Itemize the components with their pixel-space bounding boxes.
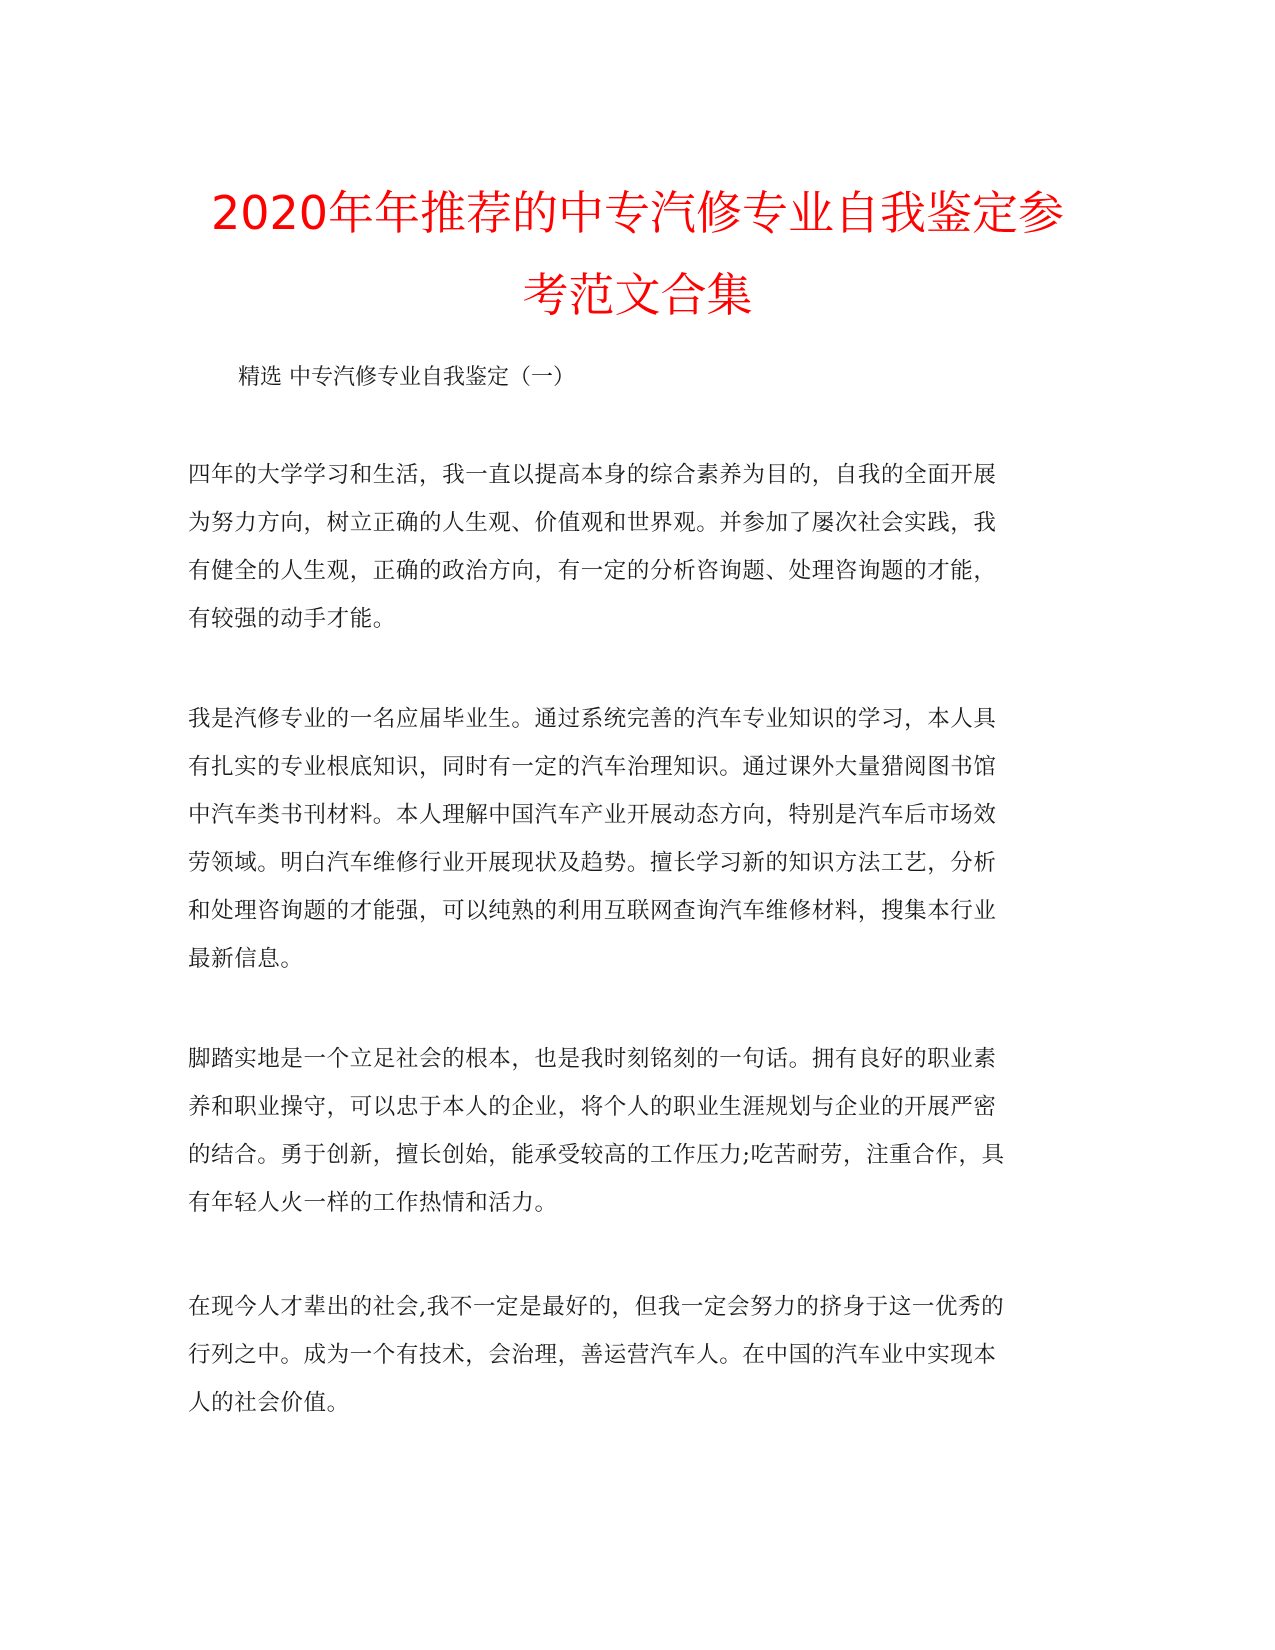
paragraph-line: 行列之中。成为一个有技术，会治理，善运营汽车人。在中国的汽车业中实现本 <box>188 1342 997 1368</box>
paragraph-line: 养和职业操守，可以忠于本人的企业，将个人的职业生涯规划与企业的开展严密 <box>188 1094 997 1120</box>
document-title <box>150 172 1125 336</box>
paragraph-line: 脚踏实地是一个立足社会的根本，也是我时刻铭刻的一句话。拥有良好的职业素 <box>188 1046 997 1072</box>
paragraph-line: 和处理咨询题的才能强，可以纯熟的利用互联网查询汽车维修材料，搜集本行业 <box>188 898 997 924</box>
paragraph-line: 有健全的人生观，正确的政治方向，有一定的分析咨询题、处理咨询题的才能， <box>188 558 997 584</box>
paragraph-line: 我是汽修专业的一名应届毕业生。通过系统完善的汽车专业知识的学习，本人具 <box>188 706 997 732</box>
body-paragraph <box>188 1035 1078 1227</box>
paragraph-line: 有年轻人火一样的工作热情和活力。 <box>188 1190 558 1216</box>
body-paragraph <box>188 451 1078 643</box>
section-subtitle: 精选 中专汽修专业自我鉴定（一） <box>238 365 575 390</box>
paragraph-line: 在现今人才辈出的社会,我不一定是最好的，但我一定会努力的挤身于这一优秀的 <box>188 1294 1005 1320</box>
paragraph-line: 的结合。勇于创新，擅长创始，能承受较高的工作压力;吃苦耐劳，注重合作，具 <box>188 1142 1005 1168</box>
paragraph-line: 劳领域。明白汽车维修行业开展现状及趋势。擅长学习新的知识方法工艺，分析 <box>188 850 997 876</box>
paragraph-line: 人的社会价值。 <box>188 1390 350 1416</box>
paragraph-line: 四年的大学学习和生活，我一直以提高本身的综合素养为目的，自我的全面开展 <box>188 462 997 488</box>
paragraph-line: 有较强的动手才能。 <box>188 606 396 632</box>
paragraph-line: 中汽车类书刊材料。本人理解中国汽车产业开展动态方向，特别是汽车后市场效 <box>188 802 997 828</box>
title-line: 考范文合集 <box>522 268 753 322</box>
paragraph-line: 有扎实的专业根底知识，同时有一定的汽车治理知识。通过课外大量猎阅图书馆 <box>188 754 997 780</box>
paragraph-line: 最新信息。 <box>188 946 304 972</box>
body-paragraph <box>188 695 1078 983</box>
title-line: 2020年年推荐的中专汽修专业自我鉴定参 <box>210 186 1065 240</box>
paragraph-line: 为努力方向，树立正确的人生观、价值观和世界观。并参加了屡次社会实践，我 <box>188 510 997 536</box>
body-paragraph <box>188 1283 1078 1427</box>
